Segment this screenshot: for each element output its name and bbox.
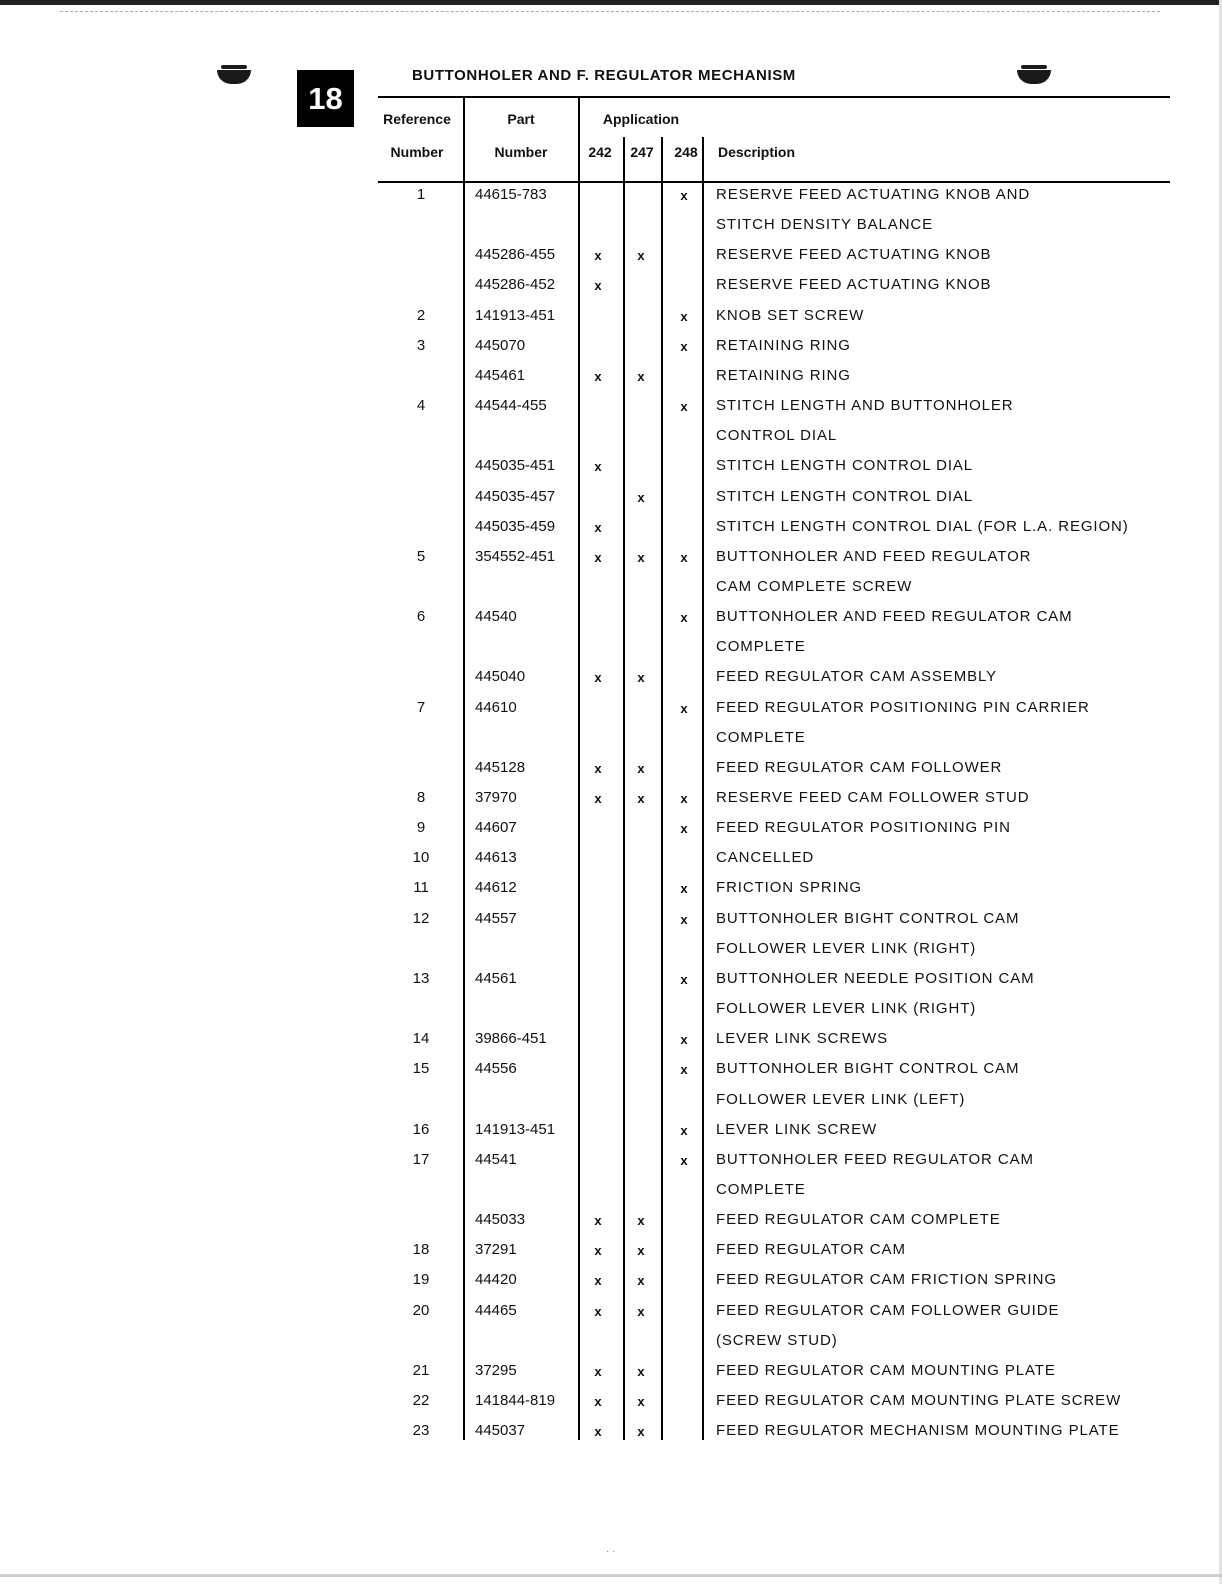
description-line: (SCREW STUD) bbox=[716, 1331, 838, 1349]
description-line: COMPLETE bbox=[716, 728, 806, 746]
part-number: 445286-452 bbox=[475, 276, 556, 294]
reference-number: 13 bbox=[412, 969, 430, 987]
description-line: RETAINING RING bbox=[716, 336, 851, 354]
header-application: Application bbox=[602, 111, 680, 127]
description-line: COMPLETE bbox=[716, 638, 806, 656]
application-mark-247: x bbox=[637, 1273, 645, 1289]
application-mark-242: x bbox=[594, 1213, 602, 1229]
description-line: FEED REGULATOR CAM MOUNTING PLATE bbox=[716, 1361, 1056, 1379]
description-line: LEVER LINK SCREW bbox=[716, 1120, 878, 1138]
reference-number: 9 bbox=[416, 819, 426, 837]
reference-number: 4 bbox=[416, 397, 426, 415]
reference-number: 14 bbox=[412, 1030, 430, 1048]
application-mark-247: x bbox=[637, 1243, 645, 1259]
description-line: BUTTONHOLER AND FEED REGULATOR CAM bbox=[716, 608, 1073, 626]
application-mark-248: x bbox=[680, 1032, 688, 1048]
application-mark-248: x bbox=[680, 821, 688, 837]
application-mark-247: x bbox=[637, 1213, 645, 1229]
part-number: 44612 bbox=[475, 879, 517, 897]
reference-number: 7 bbox=[416, 698, 426, 716]
application-mark-247: x bbox=[637, 1394, 645, 1409]
reference-number: 1 bbox=[416, 186, 426, 203]
description-line: COMPLETE bbox=[716, 1180, 806, 1198]
application-mark-248: x bbox=[680, 610, 688, 626]
application-mark-248: x bbox=[680, 1152, 688, 1168]
description-line: RESERVE FEED ACTUATING KNOB AND bbox=[716, 186, 1031, 203]
part-number: 445035-457 bbox=[475, 487, 556, 505]
part-number: 39866-451 bbox=[475, 1030, 547, 1048]
application-mark-242: x bbox=[594, 1394, 602, 1409]
description-line: STITCH DENSITY BALANCE bbox=[716, 216, 934, 234]
application-mark-242: x bbox=[594, 549, 602, 565]
reference-number: 12 bbox=[412, 909, 430, 927]
part-number: 44615-783 bbox=[475, 186, 547, 203]
application-mark-242: x bbox=[594, 248, 602, 264]
description-line: FEED REGULATOR CAM bbox=[716, 1241, 906, 1259]
description-line: BUTTONHOLER BIGHT CONTROL CAM bbox=[716, 909, 1020, 927]
header-model-247: 247 bbox=[630, 144, 654, 160]
header-model-248: 248 bbox=[674, 144, 698, 160]
part-number: 445070 bbox=[475, 336, 526, 354]
page-title: BUTTONHOLER AND F. REGULATOR MECHANISM bbox=[412, 67, 796, 84]
part-number: 445040 bbox=[475, 668, 526, 686]
application-mark-242: x bbox=[594, 368, 602, 384]
application-mark-247: x bbox=[637, 670, 645, 686]
part-number: 445461 bbox=[475, 366, 526, 384]
application-mark-242: x bbox=[594, 278, 602, 294]
header-reference: Reference bbox=[383, 111, 451, 127]
reference-number: 3 bbox=[416, 336, 426, 354]
description-line: STITCH LENGTH CONTROL DIAL bbox=[716, 487, 974, 505]
description-line: RESERVE FEED ACTUATING KNOB bbox=[716, 246, 992, 264]
application-mark-248: x bbox=[680, 971, 688, 987]
application-mark-247: x bbox=[637, 791, 645, 806]
part-number: 44613 bbox=[475, 849, 517, 867]
application-mark-247: x bbox=[637, 248, 645, 264]
reference-number: 5 bbox=[416, 547, 426, 565]
part-number: 445035-459 bbox=[475, 517, 556, 535]
part-number: 445286-455 bbox=[475, 246, 556, 264]
description-line: CONTROL DIAL bbox=[716, 427, 838, 445]
application-mark-242: x bbox=[594, 1363, 602, 1379]
description-line: RESERVE FEED ACTUATING KNOB bbox=[716, 276, 992, 294]
reference-number: 17 bbox=[412, 1150, 430, 1168]
description-line: BUTTONHOLER AND FEED REGULATOR bbox=[716, 547, 1032, 565]
part-number: 445128 bbox=[475, 758, 526, 776]
part-number: 354552-451 bbox=[475, 547, 556, 565]
part-number: 44544-455 bbox=[475, 397, 547, 415]
part-number: 37295 bbox=[475, 1361, 517, 1379]
page-footer-mark: · · bbox=[606, 1546, 616, 1557]
application-mark-242: x bbox=[594, 459, 602, 475]
description-line: STITCH LENGTH CONTROL DIAL bbox=[716, 457, 974, 475]
part-number: 37970 bbox=[475, 789, 517, 806]
description-line: RESERVE FEED CAM FOLLOWER STUD bbox=[716, 789, 1030, 806]
part-number: 141913-451 bbox=[475, 1120, 556, 1138]
part-number: 141913-451 bbox=[475, 306, 556, 324]
application-mark-248: x bbox=[680, 881, 688, 897]
application-mark-247: x bbox=[637, 368, 645, 384]
description-line: FEED REGULATOR CAM MOUNTING PLATE SCREW bbox=[716, 1392, 1122, 1409]
description-line: FRICTION SPRING bbox=[716, 879, 863, 897]
part-number: 44465 bbox=[475, 1301, 517, 1319]
reference-number: 19 bbox=[412, 1271, 430, 1289]
header-part-number: Number bbox=[494, 144, 548, 160]
header-description: Description bbox=[718, 144, 796, 160]
application-mark-247: x bbox=[637, 760, 645, 776]
application-mark-242: x bbox=[594, 670, 602, 686]
application-mark-247: x bbox=[637, 489, 645, 505]
reference-number: 22 bbox=[412, 1392, 430, 1409]
description-line: BUTTONHOLER NEEDLE POSITION CAM bbox=[716, 969, 1035, 987]
description-line: FOLLOWER LEVER LINK (RIGHT) bbox=[716, 939, 977, 957]
reference-number: 8 bbox=[416, 789, 426, 806]
reference-number: 6 bbox=[416, 608, 426, 626]
description-line: FEED REGULATOR CAM COMPLETE bbox=[716, 1211, 1001, 1229]
reference-number: 10 bbox=[412, 849, 430, 867]
part-number: 44561 bbox=[475, 969, 517, 987]
reference-number: 18 bbox=[412, 1241, 430, 1259]
part-number: 44540 bbox=[475, 608, 517, 626]
description-line: FOLLOWER LEVER LINK (LEFT) bbox=[716, 1090, 966, 1108]
part-number: 445033 bbox=[475, 1211, 526, 1229]
application-mark-242: x bbox=[594, 791, 602, 806]
description-line: FEED REGULATOR CAM FOLLOWER bbox=[716, 758, 1003, 776]
description-line: STITCH LENGTH AND BUTTONHOLER bbox=[716, 397, 1014, 415]
application-mark-242: x bbox=[594, 760, 602, 776]
application-mark-242: x bbox=[594, 519, 602, 535]
application-mark-248: x bbox=[680, 911, 688, 927]
description-line: FEED REGULATOR CAM FRICTION SPRING bbox=[716, 1271, 1057, 1289]
description-line: RETAINING RING bbox=[716, 366, 851, 384]
application-mark-248: x bbox=[680, 791, 688, 806]
application-mark-248: x bbox=[680, 700, 688, 716]
description-line: FEED REGULATOR POSITIONING PIN bbox=[716, 819, 1011, 837]
description-line: CAM COMPLETE SCREW bbox=[716, 577, 913, 595]
description-line: STITCH LENGTH CONTROL DIAL (FOR L.A. REGION) bbox=[716, 517, 1129, 535]
description-line: FEED REGULATOR POSITIONING PIN CARRIER bbox=[716, 698, 1090, 716]
reference-number: 21 bbox=[412, 1361, 430, 1379]
part-number: 44541 bbox=[475, 1150, 517, 1168]
application-mark-247: x bbox=[637, 549, 645, 565]
part-number: 44607 bbox=[475, 819, 517, 837]
description-line: FOLLOWER LEVER LINK (RIGHT) bbox=[716, 1000, 977, 1018]
description-line: FEED REGULATOR CAM ASSEMBLY bbox=[716, 668, 998, 686]
header-part: Part bbox=[507, 111, 535, 127]
application-mark-248: x bbox=[680, 188, 688, 203]
description-line: CANCELLED bbox=[716, 849, 815, 867]
application-mark-247: x bbox=[637, 1363, 645, 1379]
reference-number: 15 bbox=[412, 1060, 430, 1078]
header-model-242: 242 bbox=[588, 144, 612, 160]
part-number: 44420 bbox=[475, 1271, 517, 1289]
part-number: 445035-451 bbox=[475, 457, 556, 475]
application-mark-248: x bbox=[680, 399, 688, 415]
application-mark-248: x bbox=[680, 1062, 688, 1078]
application-mark-247: x bbox=[637, 1303, 645, 1319]
reference-number: 23 bbox=[412, 1422, 430, 1440]
description-line: BUTTONHOLER FEED REGULATOR CAM bbox=[716, 1150, 1034, 1168]
application-mark-248: x bbox=[680, 308, 688, 324]
application-mark-248: x bbox=[680, 338, 688, 354]
description-line: FEED REGULATOR MECHANISM MOUNTING PLATE bbox=[716, 1422, 1120, 1440]
application-mark-248: x bbox=[680, 549, 688, 565]
header-reference-number: Number bbox=[390, 144, 444, 160]
part-number: 44556 bbox=[475, 1060, 517, 1078]
application-mark-247: x bbox=[637, 1424, 645, 1440]
application-mark-248: x bbox=[680, 1122, 688, 1138]
page-number-badge: 18 bbox=[297, 70, 354, 127]
reference-number: 2 bbox=[416, 306, 426, 324]
part-number: 141844-819 bbox=[475, 1392, 556, 1409]
part-number: 445037 bbox=[475, 1422, 526, 1440]
application-mark-242: x bbox=[594, 1303, 602, 1319]
application-mark-242: x bbox=[594, 1424, 602, 1440]
reference-number: 20 bbox=[412, 1301, 430, 1319]
part-number: 37291 bbox=[475, 1241, 517, 1259]
application-mark-242: x bbox=[594, 1243, 602, 1259]
description-line: FEED REGULATOR CAM FOLLOWER GUIDE bbox=[716, 1301, 1060, 1319]
description-line: BUTTONHOLER BIGHT CONTROL CAM bbox=[716, 1060, 1020, 1078]
part-number: 44557 bbox=[475, 909, 517, 927]
description-line: KNOB SET SCREW bbox=[716, 306, 865, 324]
reference-number: 11 bbox=[413, 879, 429, 897]
part-number: 44610 bbox=[475, 698, 517, 716]
application-mark-242: x bbox=[594, 1273, 602, 1289]
reference-number: 16 bbox=[412, 1120, 430, 1138]
description-line: LEVER LINK SCREWS bbox=[716, 1030, 889, 1048]
